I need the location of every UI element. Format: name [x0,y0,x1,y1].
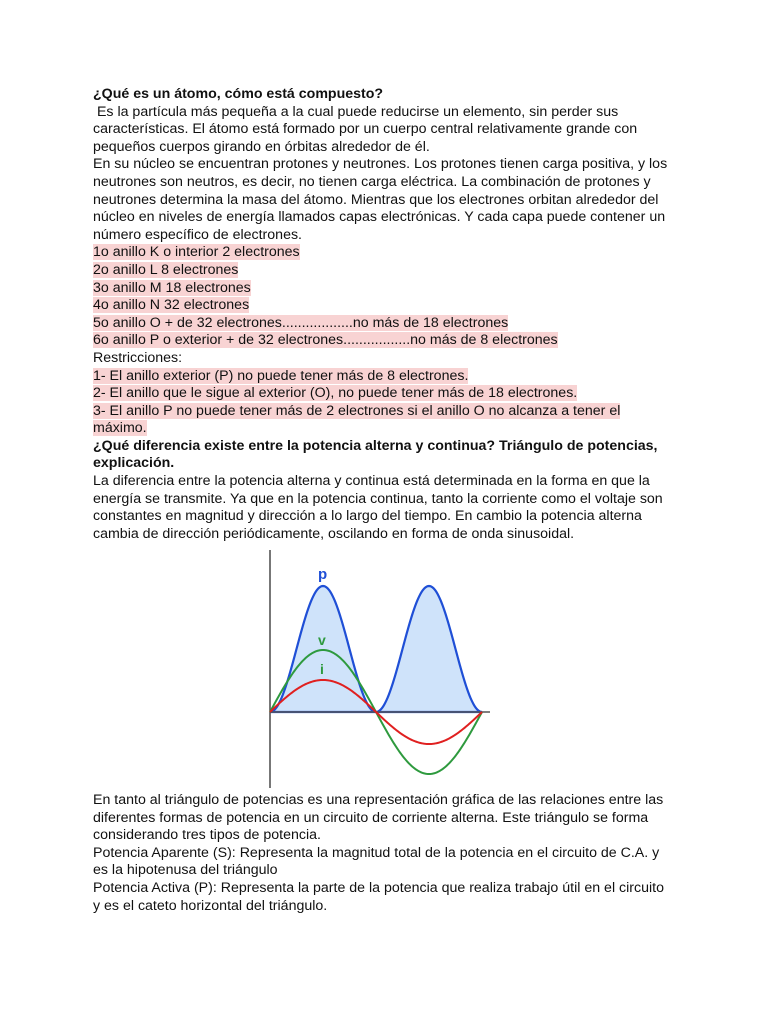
atom-section [93,86,673,543]
ring-line: 5o anillo O + de 32 electrones..................no más de 18 electrones [93,314,509,331]
ring-line: 4o anillo N 32 electrones [93,297,250,314]
ring-line: 2o anillo L 8 electrones [93,261,239,278]
paragraph-line: La diferencia entre la potencia alterna y continua está determinada en la forma en que la [93,473,650,490]
voltage-label: v [318,632,326,648]
paragraph-line: y es el cateto horizontal del triángulo. [93,897,328,914]
ac-power-waveform-figure [262,548,494,790]
paragraph-line: En tanto al triángulo de potencias es una representación gráfica de las relaciones entre las [93,792,664,808]
atom-heading: ¿Qué es un átomo, cómo está compuesto? [93,86,384,102]
restriction-line: 2- El anillo que le sigue al exterior (O), no puede tener más de 18 electrones. [93,385,578,402]
paragraph-line: neutrones son neutros, es decir, no tienen carga eléctrica. La combinación de protones y [93,173,651,190]
restriction-line: 3- El anillo P no puede tener más de 2 electrones si el anillo O no alcanza a tener el [93,402,621,419]
restriction-line: máximo. [93,420,147,437]
power-heading-line: ¿Qué diferencia existe entre la potencia alterna y continua? Triángulo de potencias, [93,437,658,454]
paragraph-line: neutrones determina la masa del átomo. Mientras que los electrones orbitan alrededor del [93,191,659,208]
paragraph-line: número específico de electrones. [93,226,302,243]
restriction-line: 1- El anillo exterior (P) no puede tener más de 8 electrones. [93,367,469,384]
paragraph-line: considerando tres tipos de potencia. [93,827,321,844]
paragraph-line: cambia de dirección periódicamente, oscilando en forma de onda sinusoidal. [93,525,575,542]
paragraph-line: energía se transmite. Ya que en la potencia continua, tanto la corriente como el voltaje son [93,490,663,507]
paragraph-line: Potencia Activa (P): Representa la parte de la potencia que realiza trabajo útil en el circuito [93,879,664,896]
ring-line: 6o anillo P o exterior + de 32 electrones.................no más de 8 electrones [93,332,558,349]
paragraph-line: características. El átomo está formado por un cuerpo central relativamente grande con [93,121,638,138]
power-triangle-section [93,792,673,915]
paragraph-line: núcleo en niveles de energía llamados capas electrónicas. Y cada capa puede contener un [93,209,666,226]
paragraph-line: diferentes formas de potencia en un circuito de corriente alterna. Este triángulo se forma [93,809,649,826]
paragraph-line: es la hipotenusa del triángulo [93,862,278,879]
paragraph-line: Potencia Aparente (S): Representa la magnitud total de la potencia en el circuito de C.A. y [93,844,660,861]
restrictions-label: Restricciones: [93,349,183,366]
paragraph-line: En su núcleo se encuentran protones y neutrones. Los protones tienen carga positiva, y los [93,156,668,173]
power-label: p [318,566,328,583]
paragraph-line: Es la partícula más pequeña a la cual puede reducirse un elemento, sin perder sus [93,103,619,120]
ring-line: 3o anillo M 18 electrones [93,279,251,296]
current-label: i [320,661,324,677]
ring-line: 1o anillo K o interior 2 electrones [93,244,300,261]
paragraph-line: constantes en magnitud y dirección a lo largo del tiempo. En cambio la potencia alterna [93,508,642,525]
power-heading-line: explicación. [93,455,175,472]
power-curve [270,586,482,712]
paragraph-line: pequeños cuerpos girando en órbitas alrededor de él. [93,138,430,155]
waveform-svg [262,548,494,790]
